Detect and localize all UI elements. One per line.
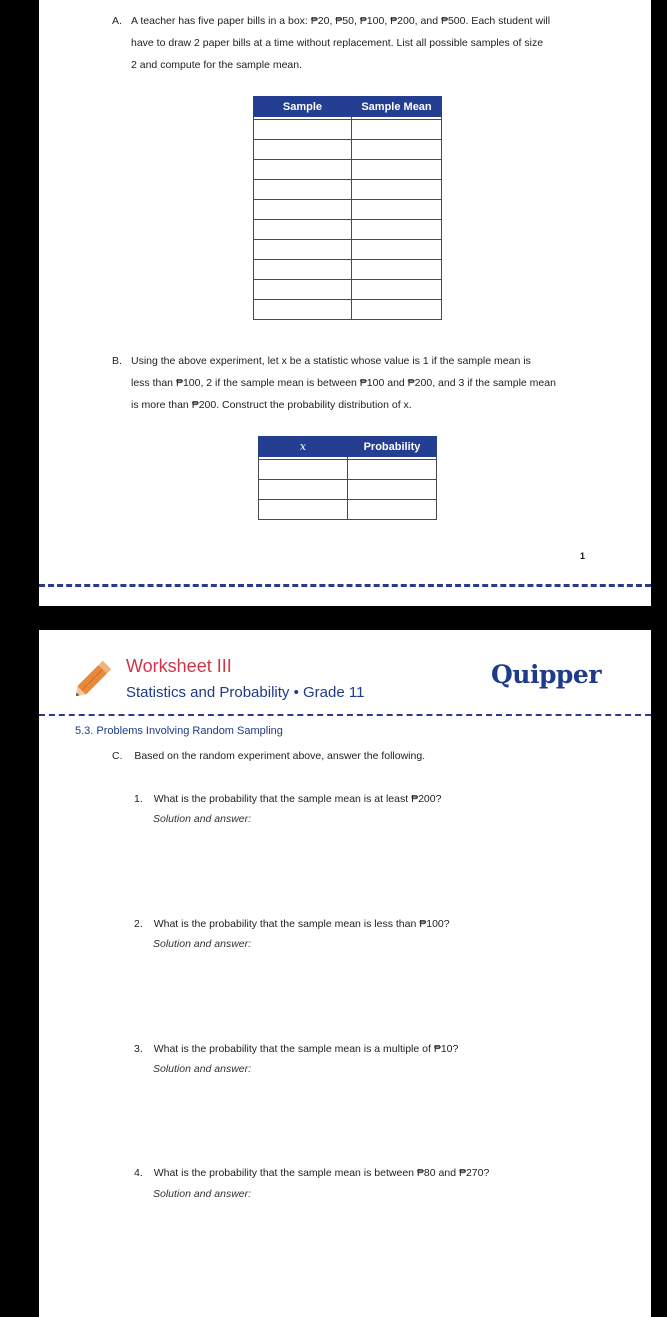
part-b-line-2: less than ₱100, 2 if the sample mean is between ₱100 and ₱200, and 3 if the sample mean <box>131 377 556 389</box>
question-2 <box>134 918 634 930</box>
question-number: 3. <box>134 1043 143 1055</box>
worksheet-page-1 <box>39 0 651 606</box>
table-row <box>254 260 442 280</box>
probability-cell[interactable] <box>348 500 437 520</box>
probability-table <box>258 436 437 520</box>
question-text: What is the probability that the sample mean is less than ₱100? <box>153 918 450 930</box>
probability-cell[interactable] <box>348 480 437 500</box>
part-a-label: A. <box>112 15 122 27</box>
part-a <box>112 10 632 76</box>
table-row <box>254 140 442 160</box>
question-text: What is the probability that the sample mean is between ₱80 and ₱270? <box>153 1167 490 1179</box>
sample-cell[interactable] <box>254 300 352 320</box>
part-a-line-1: A teacher has five paper bills in a box: ₱20, ₱50, ₱100, ₱200, and ₱500. Each student will <box>131 15 551 27</box>
section-heading: 5.3. Problems Involving Random Sampling <box>75 725 283 737</box>
mean-cell[interactable] <box>352 260 442 280</box>
table-row <box>259 500 437 520</box>
table-row <box>254 200 442 220</box>
mean-cell[interactable] <box>352 160 442 180</box>
part-b-line-3: is more than ₱200. Construct the probability distribution of x. <box>131 399 412 411</box>
sample-cell[interactable] <box>254 240 352 260</box>
question-1 <box>134 793 634 805</box>
table-row <box>254 160 442 180</box>
solution-label-2: Solution and answer: <box>153 938 252 950</box>
sample-cell[interactable] <box>254 260 352 280</box>
page-number: 1 <box>580 551 586 561</box>
part-b-label: B. <box>112 355 122 367</box>
probability-cell[interactable] <box>348 460 437 480</box>
worksheet-subtitle: Statistics and Probability • Grade 11 <box>126 684 365 701</box>
question-3 <box>134 1043 634 1055</box>
sample-cell[interactable] <box>254 180 352 200</box>
samples-table-header <box>254 97 442 117</box>
table-row <box>259 480 437 500</box>
header-sample: Sample <box>254 97 352 117</box>
table-row <box>254 180 442 200</box>
table-row <box>254 280 442 300</box>
header-probability: Probability <box>348 437 437 457</box>
question-number: 1. <box>134 793 143 805</box>
part-c <box>112 750 632 762</box>
table-row <box>254 300 442 320</box>
question-number: 2. <box>134 918 143 930</box>
part-b-line-1: Using the above experiment, let x be a statistic whose value is 1 if the sample mean is <box>131 355 531 367</box>
header-divider <box>39 714 651 716</box>
sample-cell[interactable] <box>254 200 352 220</box>
table-row <box>254 120 442 140</box>
page-divider <box>39 584 651 587</box>
part-a-line-3: 2 and compute for the sample mean. <box>131 59 303 71</box>
part-b <box>112 350 632 416</box>
table-row <box>254 220 442 240</box>
pencil-icon <box>72 654 118 700</box>
worksheet-page-2 <box>39 630 651 1317</box>
table-row <box>254 240 442 260</box>
mean-cell[interactable] <box>352 180 442 200</box>
part-a-line-2: have to draw 2 paper bills at a time without replacement. List all possible samples of size <box>131 37 544 49</box>
mean-cell[interactable] <box>352 280 442 300</box>
x-cell[interactable] <box>259 480 348 500</box>
question-number: 4. <box>134 1167 143 1179</box>
probability-table-header <box>259 437 437 457</box>
sample-cell[interactable] <box>254 160 352 180</box>
header-sample-mean: Sample Mean <box>352 97 442 117</box>
header-x: x <box>259 437 348 457</box>
x-cell[interactable] <box>259 500 348 520</box>
solution-label-3: Solution and answer: <box>153 1063 252 1075</box>
part-c-text: Based on the random experiment above, answer the following. <box>134 750 426 762</box>
mean-cell[interactable] <box>352 220 442 240</box>
samples-table <box>253 96 442 320</box>
sample-cell[interactable] <box>254 220 352 240</box>
question-text: What is the probability that the sample mean is at least ₱200? <box>153 793 442 805</box>
solution-label-1: Solution and answer: <box>153 813 252 825</box>
sample-cell[interactable] <box>254 280 352 300</box>
question-text: What is the probability that the sample mean is a multiple of ₱10? <box>153 1043 459 1055</box>
mean-cell[interactable] <box>352 120 442 140</box>
part-c-label: C. <box>112 750 123 762</box>
question-4 <box>134 1167 634 1179</box>
sample-cell[interactable] <box>254 140 352 160</box>
worksheet-title: Worksheet III <box>126 656 232 676</box>
table-row <box>259 460 437 480</box>
mean-cell[interactable] <box>352 200 442 220</box>
mean-cell[interactable] <box>352 240 442 260</box>
sample-cell[interactable] <box>254 120 352 140</box>
quipper-logo: Quipper <box>491 660 601 689</box>
mean-cell[interactable] <box>352 140 442 160</box>
x-cell[interactable] <box>259 460 348 480</box>
mean-cell[interactable] <box>352 300 442 320</box>
solution-label-4: Solution and answer: <box>153 1188 252 1200</box>
